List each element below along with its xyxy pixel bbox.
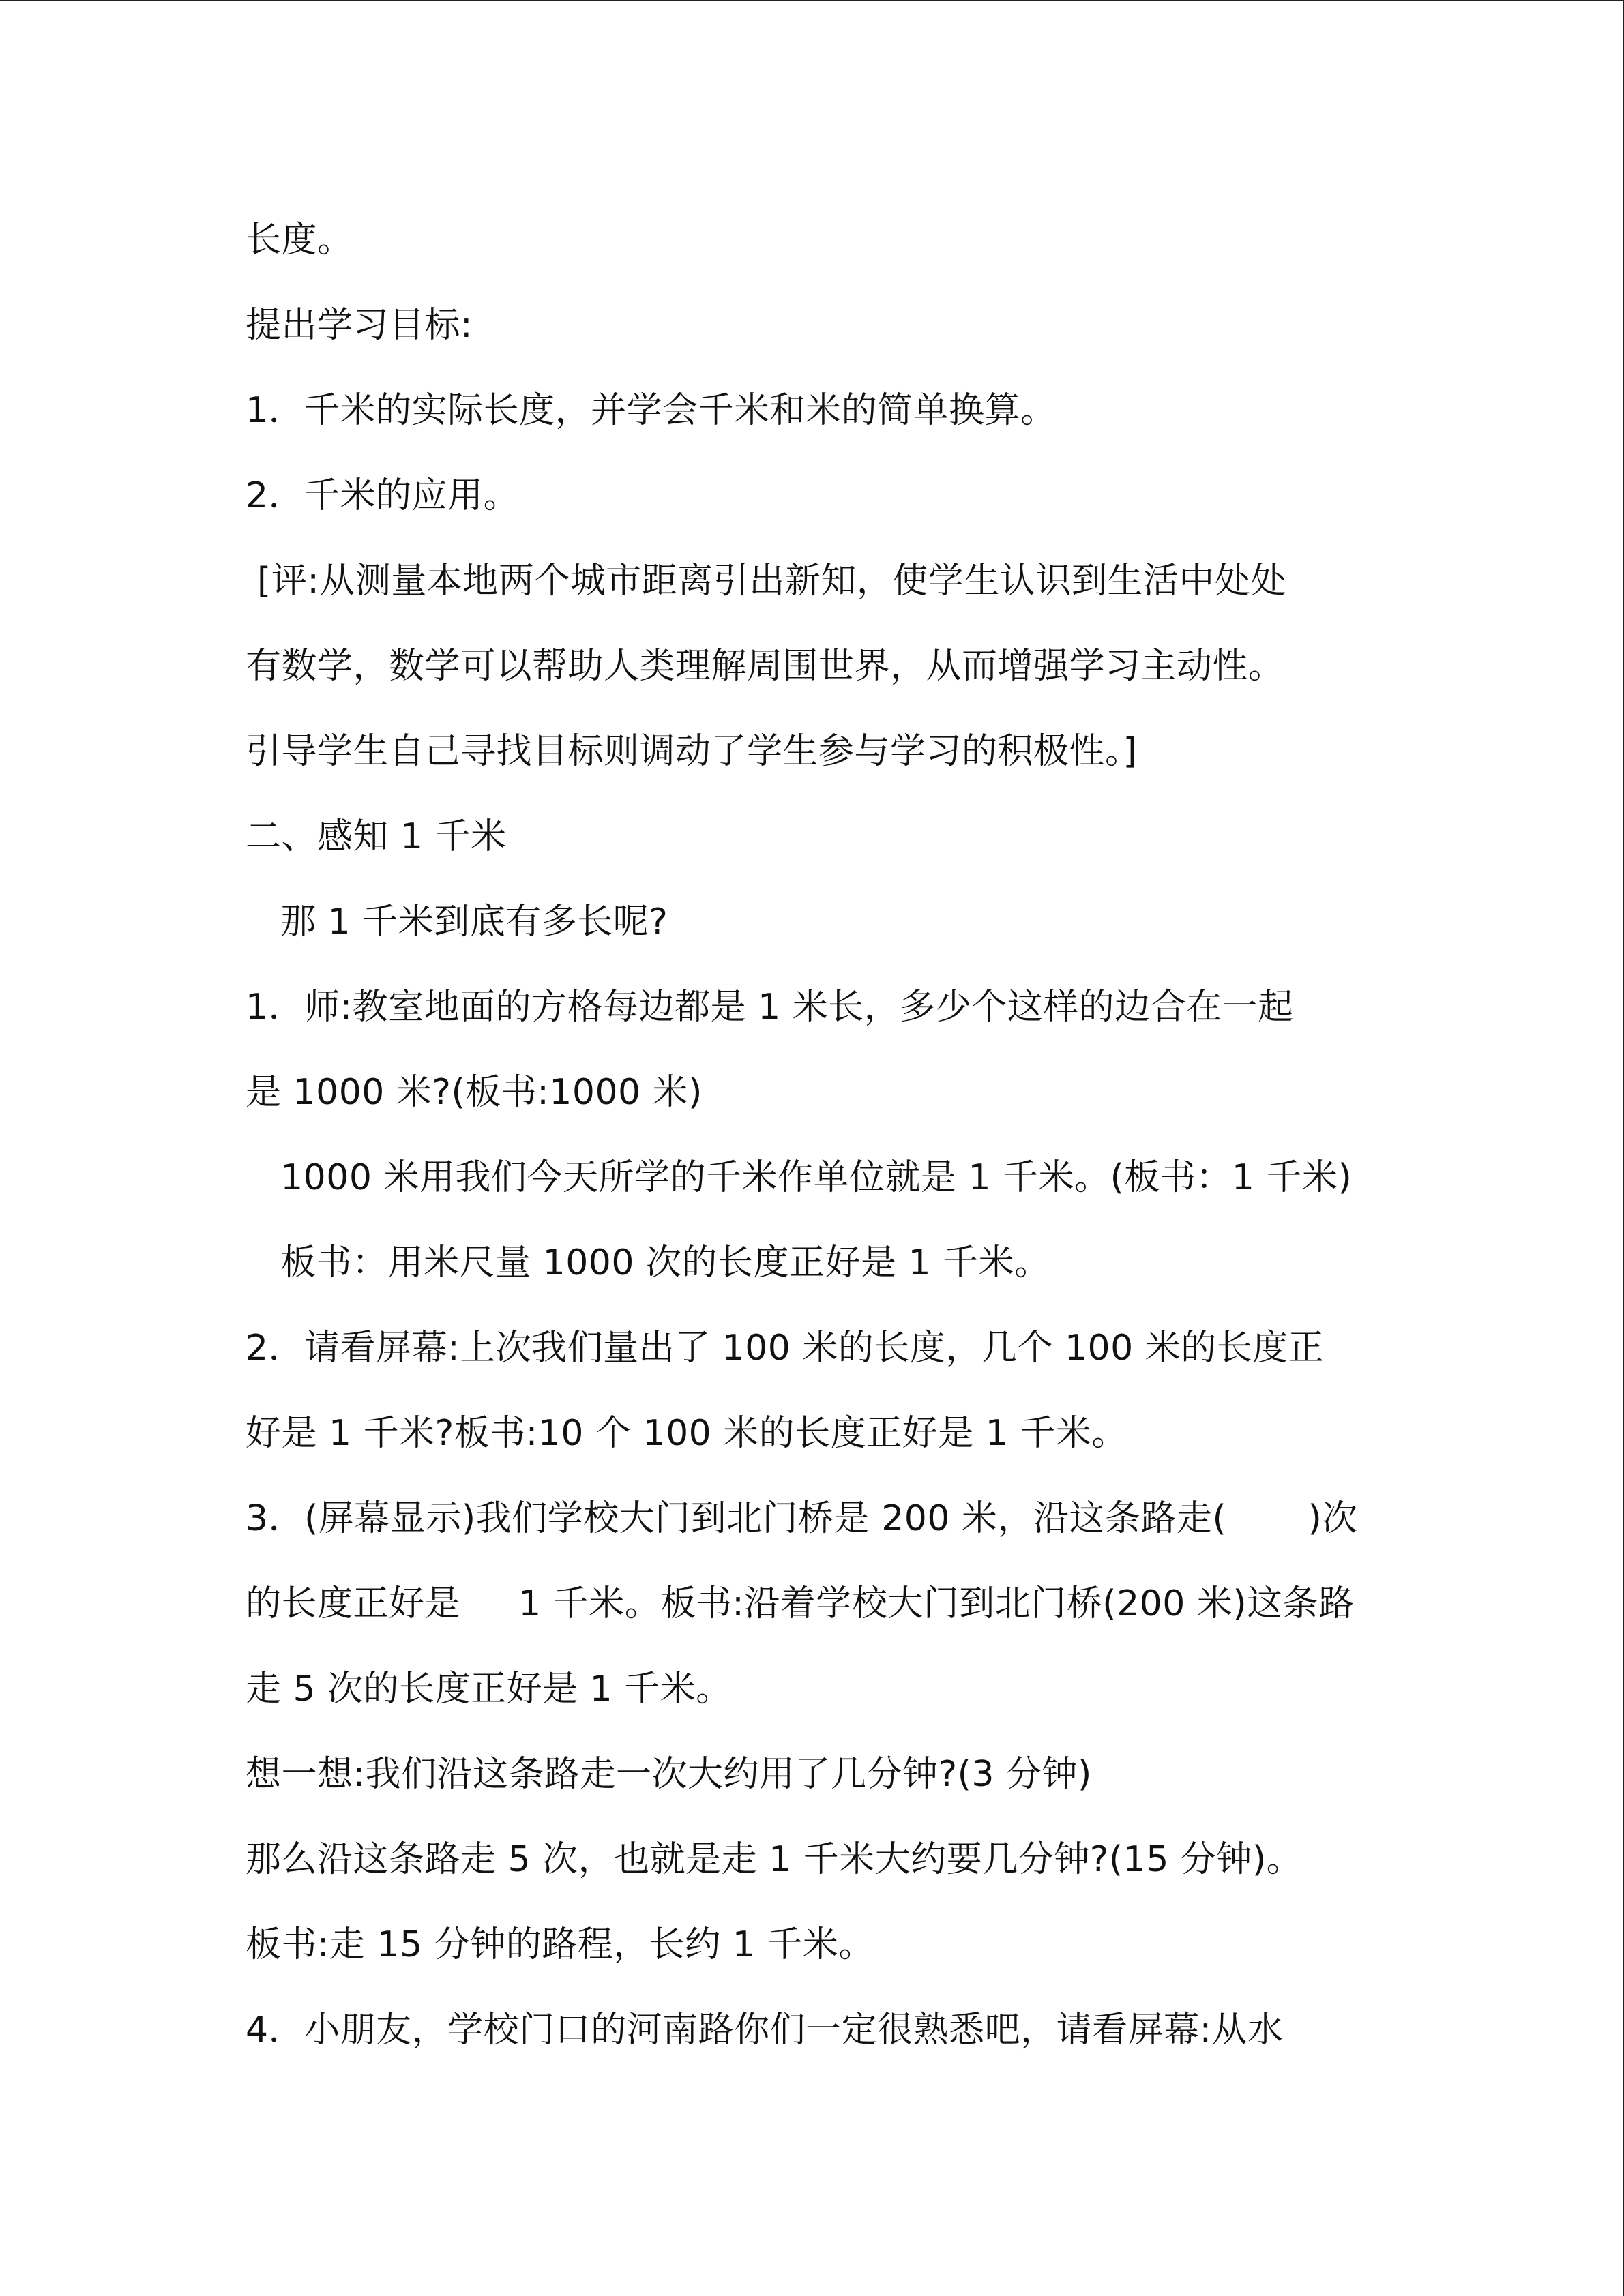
text-line: 1．师:教室地面的方格每边都是 1 米长，多少个这样的边合在一起 <box>246 987 1294 1028</box>
text-line: 走 5 次的长度正好是 1 千米。 <box>246 1669 732 1710</box>
text-line: 板书：用米尺量 1000 次的长度正好是 1 千米。 <box>246 1242 1050 1283</box>
text-line: 2．千米的应用。 <box>246 475 520 516</box>
text-line: 引导学生自己寻找目标则调动了学生参与学习的积极性。] <box>246 731 1138 772</box>
text-line: 4．小朋友，学校门口的河南路你们一定很熟悉吧，请看屏幕:从水 <box>246 2010 1284 2051</box>
text-line: 的长度正好是 1 千米。板书:沿着学校大门到北门桥(200 米)这条路 <box>246 1583 1355 1624</box>
text-line: 3．(屏幕显示)我们学校大门到北门桥是 200 米，沿这条路走( )次 <box>246 1498 1358 1539</box>
text-line: 好是 1 千米?板书:10 个 100 米的长度正好是 1 千米。 <box>246 1413 1127 1454</box>
text-line: 是 1000 米?(板书:1000 米) <box>246 1072 703 1113</box>
text-line: 1000 米用我们今天所学的千米作单位就是 1 千米。(板书：1 千米) <box>246 1157 1353 1198</box>
text-line: 那 1 千米到底有多长呢? <box>246 901 668 942</box>
text-line: 想一想:我们沿这条路走一次大约用了几分钟?(3 分钟) <box>246 1754 1092 1795</box>
section-heading: 二、感知 1 千米 <box>246 816 507 857</box>
text-line: 有数学，数学可以帮助人类理解周围世界，从而增强学习主动性。 <box>246 646 1284 687</box>
text-line: 那么沿这条路走 5 次，也就是走 1 千米大约要几分钟?(15 分钟)。 <box>246 1839 1303 1880</box>
text-line: 1．千米的实际长度，并学会千米和米的简单换算。 <box>246 390 1057 431</box>
text-line: 长度。 <box>246 220 353 260</box>
text-line: 板书:走 15 分钟的路程，长约 1 千米。 <box>246 1924 874 1965</box>
text-line: 提出学习目标: <box>246 305 473 346</box>
text-line: 2．请看屏幕:上次我们量出了 100 米的长度，几个 100 米的长度正 <box>246 1328 1325 1369</box>
text-line: [评:从测量本地两个城市距离引出新知，使学生认识到生活中处处 <box>246 561 1286 601</box>
